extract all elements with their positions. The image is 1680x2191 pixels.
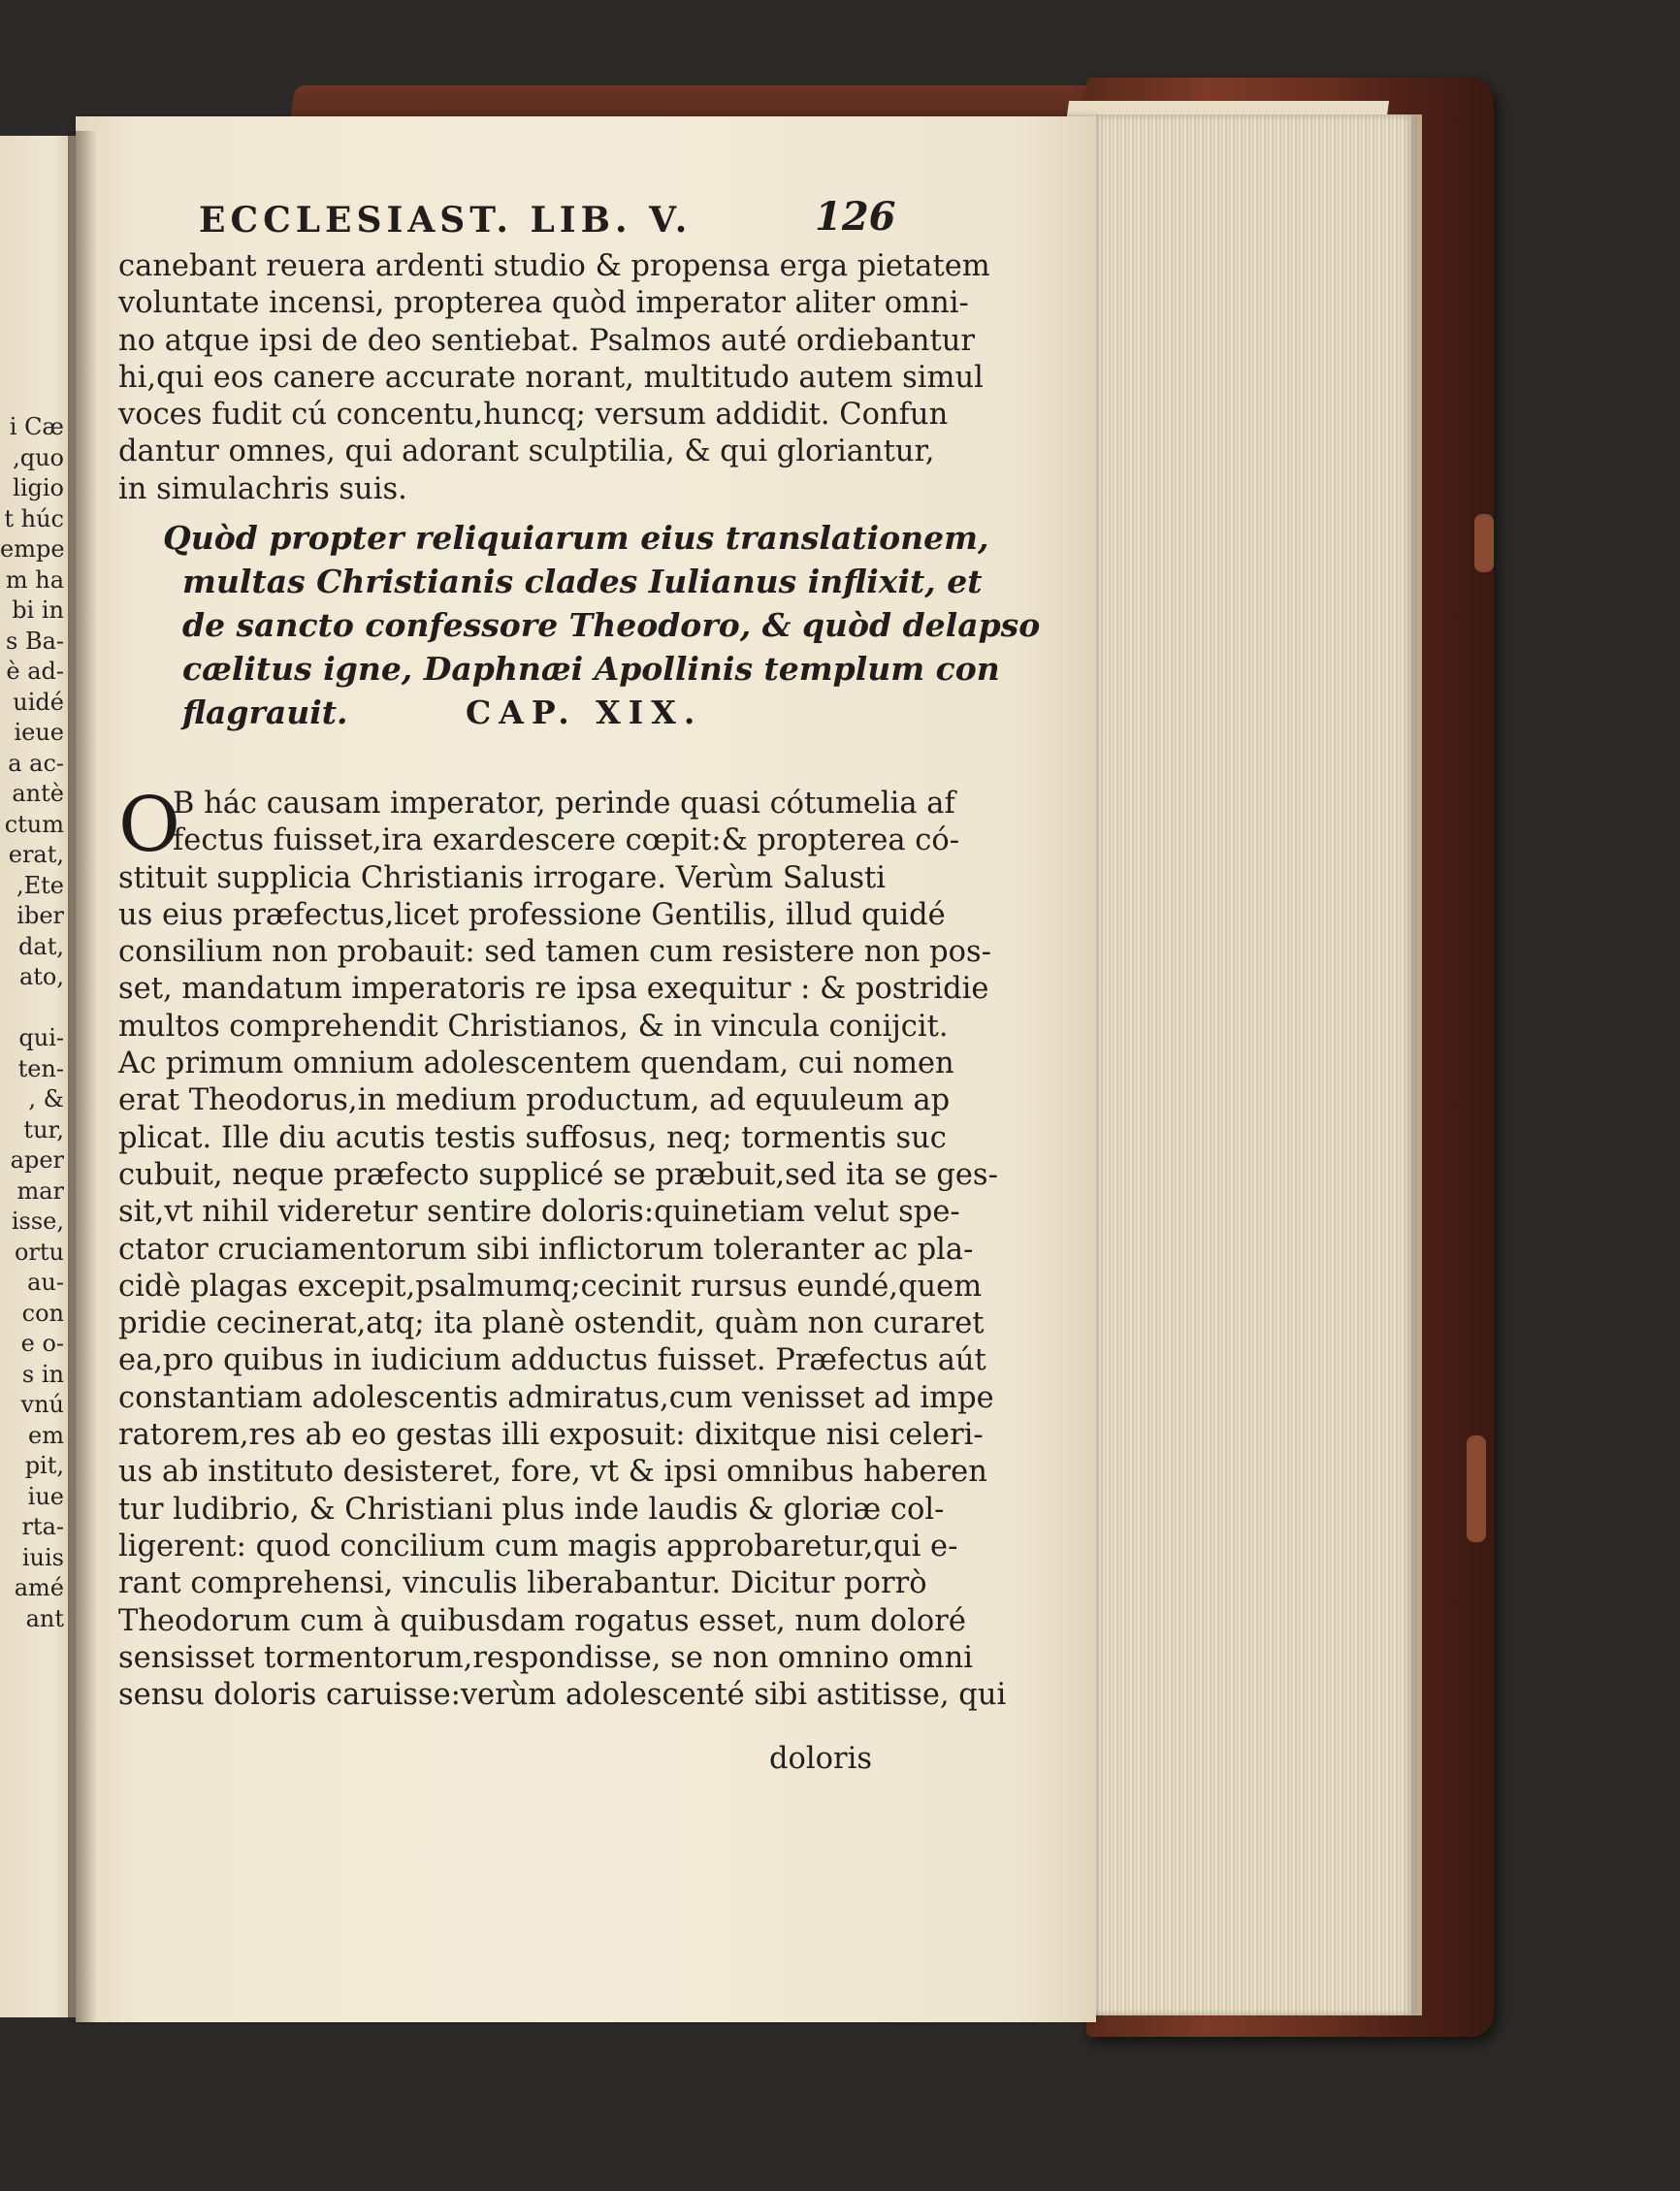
- left-page-fragment: ortu: [14, 1238, 64, 1266]
- left-page-fragment: i Cæ: [9, 413, 64, 440]
- left-page-fragment: uidé: [13, 688, 64, 716]
- chapter-body: [118, 782, 1007, 1714]
- left-page-fragment: tur,: [23, 1115, 64, 1144]
- chapter-heading: [163, 516, 1041, 734]
- text-line: voluntate incensi, propterea quòd imperator aliter omni-: [118, 286, 969, 321]
- left-page-fragment: ,Ete: [16, 871, 64, 899]
- text-line: tur ludibrio, & Christiani plus inde laudis & gloriæ col-: [118, 1492, 945, 1527]
- left-page-fragment: au-: [27, 1269, 64, 1296]
- text-line: Theodorum cum à quibusdam rogatus esset, num doloré: [118, 1603, 966, 1638]
- text-line: sensu doloris caruisse:verùm adolescenté sibi astitisse, qui: [118, 1678, 1007, 1713]
- left-page-fragment: erat,: [8, 841, 64, 868]
- chapter-heading-line: multas Christianis clades Iulianus inflixit, et: [182, 563, 983, 600]
- left-page-fragment: iber: [16, 902, 64, 929]
- left-page-fragment: ant: [25, 1604, 64, 1632]
- text-line: us ab instituto desisteret, fore, vt & ipsi omnibus haberen: [118, 1455, 987, 1490]
- left-page-fragment: ,quo: [13, 443, 64, 471]
- left-page-fragment: s in: [21, 1360, 64, 1388]
- left-page-text-fragments: [0, 412, 64, 1634]
- text-line: rant comprehensi, vinculis liberabantur. Dicitur porrò: [118, 1566, 927, 1601]
- text-line: voces fudit cú concentu,huncq; versum addidit. Confun: [118, 398, 949, 433]
- text-line: fectus fuisset,ira exardescere cœpit:& propterea có-: [173, 823, 960, 858]
- left-page-fragment: [0, 993, 64, 1024]
- left-page-fragment: qui-: [18, 1024, 64, 1051]
- left-page-fragment: aper: [10, 1146, 64, 1174]
- text-line: sensisset tormentorum,respondisse, se non omnino omni: [118, 1640, 973, 1675]
- left-page-fragment: pit,: [24, 1452, 64, 1479]
- chapter-number: CAP. XIX.: [465, 693, 703, 731]
- text-line: canebant reuera ardenti studio & propensa erga pietatem: [118, 249, 990, 283]
- left-page-fragment: iuis: [21, 1543, 64, 1571]
- left-page-fragment: ieue: [14, 719, 64, 746]
- left-page-fragment: m ha: [5, 565, 64, 594]
- left-facing-page: [0, 136, 78, 2017]
- text-line: ea,pro quibus in iudicium adductus fuisset. Præfectus aút: [118, 1343, 986, 1378]
- text-line: in simulachris suis.: [118, 471, 407, 506]
- drop-cap: O: [118, 782, 180, 869]
- left-page-fragment: mar: [16, 1176, 64, 1205]
- text-line: ligerent: quod concilium cum magis approbaretur,qui e-: [118, 1529, 958, 1563]
- catchword: doloris: [769, 1742, 872, 1776]
- text-line: erat Theodorus,in medium productum, ad equuleum ap: [118, 1083, 951, 1118]
- page-number: 126: [815, 194, 896, 240]
- text-line: stituit supplicia Christianis irrogare. Verùm Salusti: [118, 860, 887, 895]
- left-page-fragment: s Ba-: [6, 627, 64, 655]
- page-edges: [1096, 114, 1422, 2015]
- left-page-fragment: t húc: [4, 504, 64, 532]
- text-line: sit,vt nihil videretur sentire doloris:quinetiam velut spe-: [118, 1195, 960, 1230]
- text-line: set, mandatum imperatoris re ipsa exequitur : & postridie: [118, 972, 989, 1007]
- left-page-fragment: empe: [0, 535, 65, 563]
- left-page-fragment: dat,: [18, 932, 64, 960]
- text-line: cubuit, neque præfecto supplicé se præbuit,sed ita se ges-: [118, 1157, 998, 1192]
- paragraph-continued: [118, 248, 990, 508]
- text-line: ratorem,res ab eo gestas illi exposuit: dixitque nisi celeri-: [118, 1418, 984, 1453]
- left-page-fragment: bi in: [12, 596, 64, 624]
- left-page-fragment: iue: [27, 1482, 64, 1510]
- text-line: B hác causam imperator, perinde quasi cótumelia af: [173, 787, 955, 821]
- text-line: dantur omnes, qui adorant sculptilia, & qui gloriantur,: [118, 435, 935, 469]
- left-page-fragment: ctum: [4, 810, 64, 838]
- left-page-fragment: è ad-: [6, 658, 64, 685]
- text-line: no atque ipsi de deo sentiebat. Psalmos auté ordiebantur: [118, 323, 975, 358]
- text-line: plicat. Ille diu acutis testis suffosus, neq; tormentis suc: [118, 1120, 947, 1155]
- cover-wear-mark: [1474, 514, 1494, 572]
- left-page-fragment: ato,: [18, 963, 64, 990]
- chapter-heading-line: flagrauit.: [182, 693, 348, 731]
- text-line: constantiam adolescentis admiratus,cum venisset ad impe: [118, 1380, 994, 1415]
- chapter-heading-line: Quòd propter reliquiarum eius translationem,: [163, 519, 989, 557]
- chapter-heading-line: de sancto confessore Theodoro, & quòd delapso: [182, 606, 1041, 644]
- text-line: us eius præfectus,licet professione Gentilis, illud quidé: [118, 897, 946, 932]
- left-page-fragment: ten-: [17, 1054, 64, 1082]
- left-page-fragment: a ac-: [8, 749, 64, 777]
- text-line: cidè plagas excepit,psalmumq;cecinit rursus eundé,quem: [118, 1269, 983, 1304]
- left-page-fragment: amé: [14, 1574, 64, 1601]
- left-page-fragment: em: [28, 1421, 64, 1449]
- left-page-fragment: , &: [28, 1085, 64, 1112]
- left-page-fragment: con: [21, 1299, 64, 1327]
- text-line: pridie cecinerat,atq; ita planè ostendit, quàm non curaret: [118, 1306, 985, 1341]
- left-page-fragment: vnú: [20, 1391, 64, 1418]
- text-line: multos comprehendit Christianos, & in vincula conijcit.: [118, 1009, 949, 1044]
- left-page-fragment: antè: [12, 780, 64, 807]
- running-head: ECCLESIAST. LIB. V.: [199, 200, 693, 241]
- cover-wear-mark: [1467, 1435, 1486, 1542]
- left-page-fragment: e o-: [20, 1330, 64, 1357]
- text-line: hi,qui eos canere accurate norant, multitudo autem simul: [118, 360, 984, 395]
- chapter-heading-line: cælitus igne, Daphnæi Apollinis templum con: [182, 650, 1000, 688]
- text-line: consilium non probauit: sed tamen cum resistere non pos-: [118, 935, 991, 970]
- left-page-fragment: rta-: [21, 1513, 64, 1540]
- gutter-shadow: [68, 131, 97, 2022]
- left-page-fragment: ligio: [13, 474, 64, 501]
- left-page-fragment: isse,: [11, 1208, 64, 1235]
- text-line: Ac primum omnium adolescentem quendam, cui nomen: [118, 1047, 954, 1081]
- text-line: ctator cruciamentorum sibi inflictorum toleranter ac pla-: [118, 1232, 974, 1267]
